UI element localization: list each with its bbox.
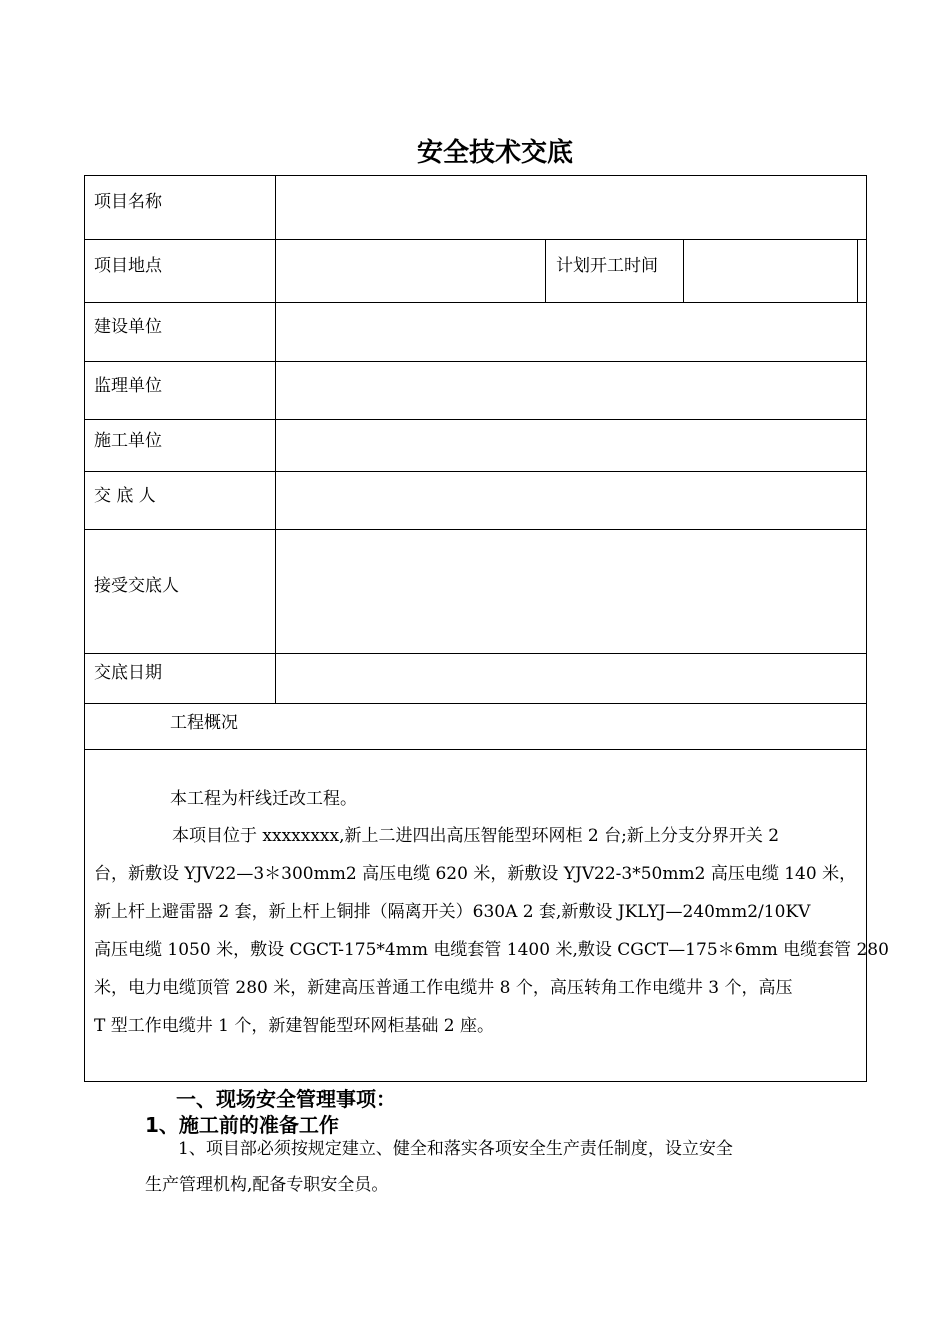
subsection-heading: 1、施工前的准备工作 <box>145 1113 339 1137</box>
row-divider <box>84 529 867 530</box>
column-divider <box>683 239 684 302</box>
section-paragraph-line: 生产管理机构,配备专职安全员。 <box>145 1175 389 1195</box>
section-heading: 一、现场安全管理事项： <box>176 1087 396 1111</box>
planned-start-label: 计划开工时间 <box>556 256 658 276</box>
overview-line: 米，电力电缆顶管 280 米，新建高压普通工作电缆井 8 个，高压转角工作电缆井 3 个，高压 <box>94 978 793 998</box>
column-divider <box>545 239 546 302</box>
supervisor-label: 监理单位 <box>94 376 162 396</box>
overview-body <box>94 817 889 1045</box>
row-divider <box>84 703 867 704</box>
overview-line: T 型工作电缆井 1 个，新建智能型环网柜基础 2 座。 <box>94 1016 494 1036</box>
row-divider <box>84 471 867 472</box>
row-divider <box>84 361 867 362</box>
briefer-label: 交 底 人 <box>94 486 156 506</box>
row-divider <box>84 302 867 303</box>
brief-date-label: 交底日期 <box>94 663 162 683</box>
page-title: 安全技术交底 <box>416 138 573 168</box>
column-divider <box>857 239 858 302</box>
overview-label: 工程概况 <box>170 713 238 733</box>
overview-line: 台，新敷设 YJV22—3＊300mm2 高压电缆 620 米，新敷设 YJV22-3*50mm2 高压电缆 140 米， <box>94 864 857 884</box>
overview-line: 本项目位于 xxxxxxxx,新上二进四出高压智能型环网柜 2 台;新上分支分界开关 2 <box>172 826 780 846</box>
project-name-label: 项目名称 <box>94 192 162 212</box>
contractor-label: 施工单位 <box>94 431 162 451</box>
row-divider <box>84 239 867 240</box>
overview-line: 新上杆上避雷器 2 套，新上杆上铜排（隔离开关）630A 2 套,新敷设 JKLYJ—240mm2/10KV <box>94 902 811 922</box>
row-divider <box>84 749 867 750</box>
overview-intro: 本工程为杆线迁改工程。 <box>170 789 357 809</box>
project-location-label: 项目地点 <box>94 256 162 276</box>
row-divider <box>84 419 867 420</box>
builder-label: 建设单位 <box>94 317 162 337</box>
receiver-label: 接受交底人 <box>94 576 179 596</box>
overview-line: 高压电缆 1050 米，敷设 CGCT-175*4mm 电缆套管 1400 米,敷设 CGCT—175＊6mm 电缆套管 280 <box>94 940 889 960</box>
row-divider <box>84 653 867 654</box>
label-column-divider <box>275 175 276 703</box>
section-paragraph-line: 1、项目部必须按规定建立、健全和落实各项安全生产责任制度，设立安全 <box>178 1139 733 1159</box>
